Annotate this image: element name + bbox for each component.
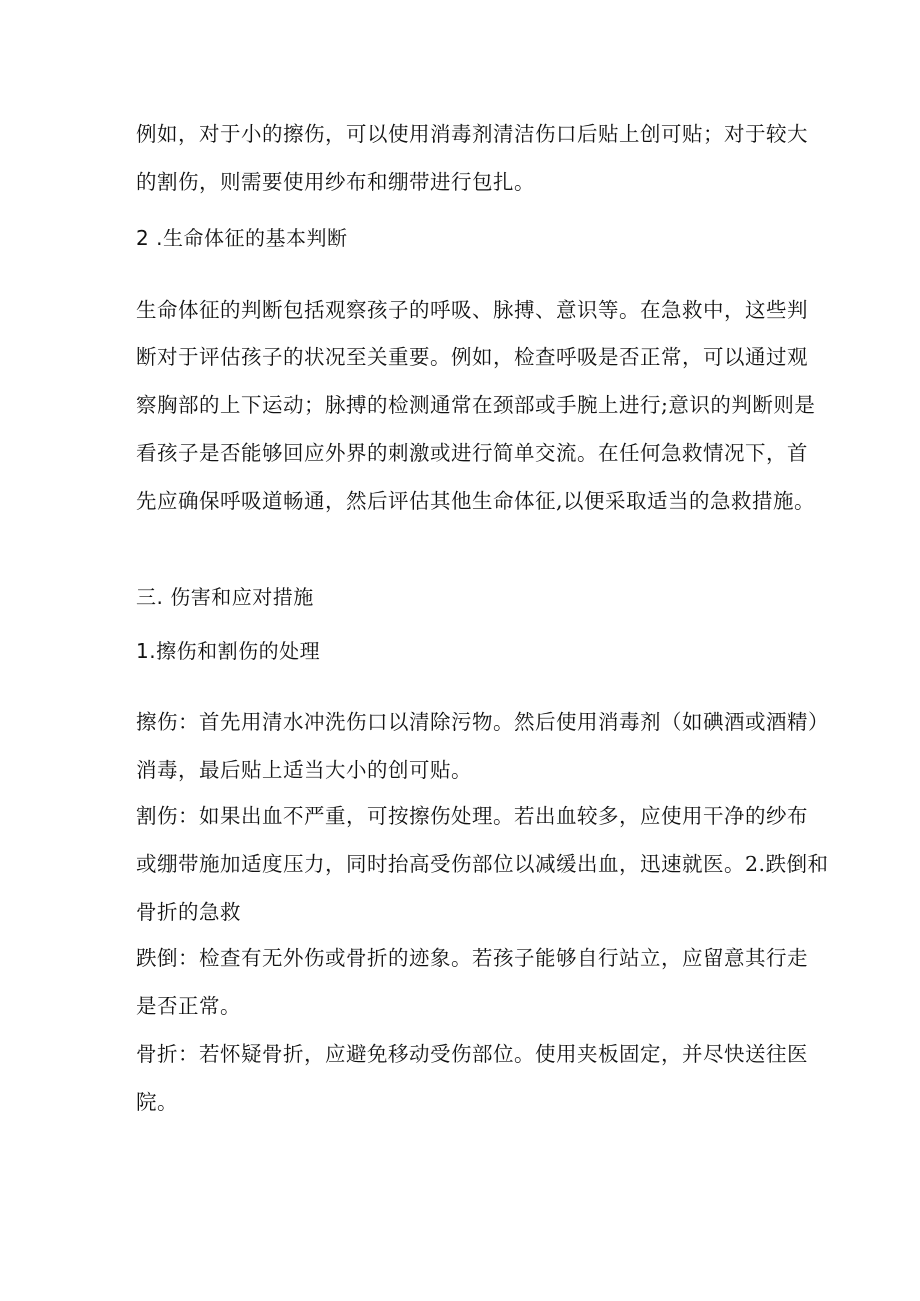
paragraph-line: 例如，对于小的擦伤，可以使用消毒剂清洁伤口后贴上创可贴；对于较大: [136, 122, 808, 146]
paragraph-line: 察胸部的上下运动；脉搏的检测通常在颈部或手腕上进行;意识的判断则是: [136, 393, 816, 417]
paragraph-line: 断对于评估孩子的状况至关重要。例如，检查呼吸是否正常，可以通过观: [136, 345, 808, 369]
paragraph-line: 或绷带施加适度压力，同时抬高受伤部位以减缓出血，迅速就医。2.跌倒和: [136, 852, 829, 876]
paragraph-line: 擦伤：首先用清水冲洗伤口以清除污物。然后使用消毒剂（如碘酒或酒精）: [136, 710, 829, 734]
paragraph-line: 生命体征的判断包括观察孩子的呼吸、脉搏、意识等。在急救中，这些判: [136, 298, 808, 322]
paragraph-line: 骨折：若怀疑骨折，应避免移动受伤部位。使用夹板固定，并尽快送往医: [136, 1042, 808, 1066]
paragraph-line: 跌倒：检查有无外伤或骨折的迹象。若孩子能够自行站立，应留意其行走: [136, 946, 808, 970]
paragraph-line: 是否正常。: [136, 994, 241, 1018]
paragraph-line: 的割伤，则需要使用纱布和绷带进行包扎。: [136, 170, 535, 194]
subsection-heading: 1.擦伤和割伤的处理: [136, 639, 321, 663]
section-heading: 2 .生命体征的基本判断: [136, 226, 348, 250]
paragraph-line: 先应确保呼吸道畅通，然后评估其他生命体征,以便采取适当的急救措施。: [136, 489, 816, 513]
paragraph-line: 看孩子是否能够回应外界的刺激或进行简单交流。在任何急救情况下，首: [136, 441, 808, 465]
paragraph-line: 消毒，最后贴上适当大小的创可贴。: [136, 758, 472, 782]
section-heading: 三. 伤害和应对措施: [136, 585, 314, 609]
paragraph-line: 骨折的急救: [136, 900, 241, 924]
paragraph-line: 割伤：如果出血不严重，可按擦伤处理。若出血较多，应使用干净的纱布: [136, 804, 808, 828]
paragraph-line: 院。: [136, 1090, 178, 1114]
